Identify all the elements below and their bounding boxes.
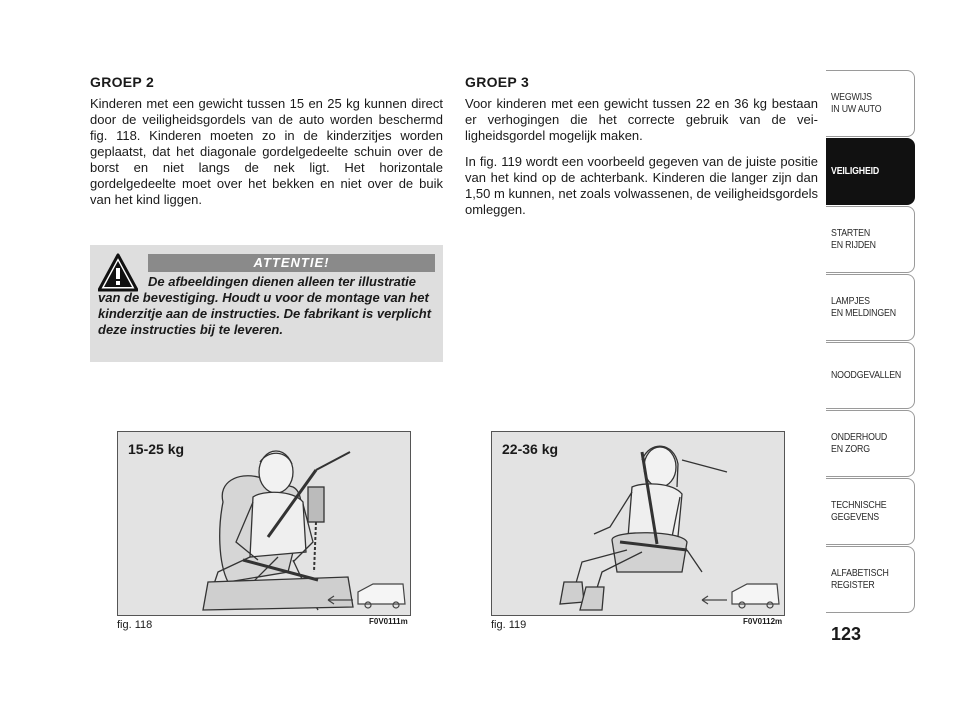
tab-technische[interactable] — [826, 478, 915, 545]
figure-119-code: F0V0112m — [743, 617, 783, 626]
warning-box — [90, 245, 443, 362]
tab-label: STARTEN EN RIJDEN — [831, 227, 876, 251]
figure-119-caption: fig. 119 — [491, 619, 527, 631]
tab-label: NOODGEVALLEN — [831, 369, 902, 381]
section-heading-groep-3: GROEP 3 — [465, 74, 530, 90]
child-seat-illustration-118 — [118, 432, 410, 615]
tab-veiligheid[interactable] — [826, 138, 915, 205]
section-heading-groep-2: GROEP 2 — [90, 74, 155, 90]
page-number: 123 — [831, 624, 862, 644]
figure-119 — [491, 431, 785, 616]
tab-label: ALFABETISCH REGISTER — [831, 567, 889, 591]
tab-label: LAMPJES EN MELDINGEN — [831, 295, 896, 319]
tab-wegwijs[interactable] — [826, 70, 915, 137]
figure-118-caption: fig. 118 — [117, 619, 153, 631]
warning-text: De afbeeldingen dienen alleen ter illustratie van de bevestiging. Houdt u voor de montage van het kinderzitje aan de instructies. De fabrikant is verplicht deze instructies bij te leveren. — [98, 274, 432, 337]
groep-3-paragraph-1: Voor kinderen met een gewicht tussen 22 en 36 kg bestaan er verhogingen die het correcte gebruik van de veiligheidsgordel mogelijk maken. — [465, 96, 818, 143]
tab-lampjes[interactable] — [826, 274, 915, 341]
tab-noodgevallen[interactable] — [826, 342, 915, 409]
groep-3-paragraph-2: In fig. 119 wordt een voorbeeld gegeven van de juiste positie van het kind op de achterbank. Kinderen die langer zijn dan 1,50 m kunnen, net zoals volwassenen, de veiligheidsgordels omleggen. — [465, 154, 818, 217]
warning-label-bar — [148, 254, 435, 272]
figure-118-weight-label: 15-25 kg — [128, 441, 185, 457]
groep-2-paragraph: Kinderen met een gewicht tussen 15 en 25 kg kunnen direct door de veiligheidsgordels van de auto worden beschermd fig. 118. Kinderen moeten zo in de kinderzitjes worden geplaatst, dat het diagonale gordelgedeelte schuin over de borst en niet langs de nek ligt. Het horizontale gordelgedeelte moet over het bekken en niet over de buik van het kind liggen. — [90, 96, 443, 207]
figure-118 — [117, 431, 411, 616]
figure-118-code: F0V0111m — [369, 617, 408, 626]
figure-119-weight-label: 22-36 kg — [502, 441, 559, 457]
tab-label: VEILIGHEID — [831, 165, 880, 177]
tab-label: WEGWIJS IN UW AUTO — [831, 91, 882, 115]
warning-text-container — [98, 274, 436, 338]
tab-onderhoud[interactable] — [826, 410, 915, 477]
tab-alfabetisch[interactable] — [826, 546, 915, 613]
child-seat-illustration-119 — [492, 432, 784, 615]
warning-label: ATTENTIE! — [253, 255, 330, 270]
tab-label: TECHNISCHE GEGEVENS — [831, 499, 887, 523]
tab-starten[interactable] — [826, 206, 915, 273]
tab-label: ONDERHOUD EN ZORG — [831, 431, 888, 455]
